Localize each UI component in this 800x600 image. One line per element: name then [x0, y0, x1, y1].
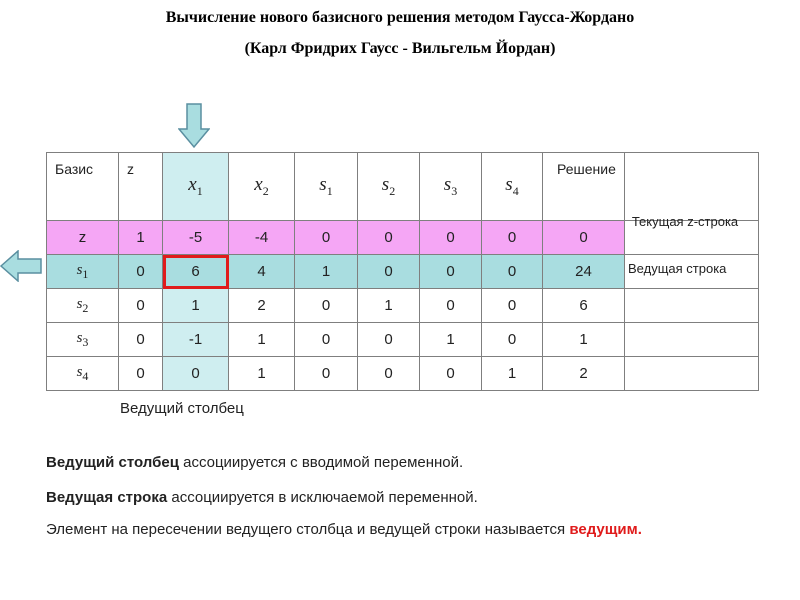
table-cell: 24 — [543, 255, 625, 289]
table-cell: 0 — [358, 323, 420, 357]
table-cell: 0 — [163, 357, 229, 391]
table-cell: 0 — [295, 323, 358, 357]
basis-cell: $s_1$ — [47, 255, 119, 289]
leading-row-note: Ведущая строка — [628, 261, 727, 276]
header-basis: Базис — [47, 153, 119, 221]
header-x2: $x_2$ — [229, 153, 295, 221]
table-cell: 0 — [543, 221, 625, 255]
text-line-2-bold: Ведущая строка — [46, 489, 168, 506]
table-cell: 0 — [295, 289, 358, 323]
table-header-row — [47, 153, 759, 221]
table-cell: 1 — [420, 323, 482, 357]
table-row — [47, 323, 759, 357]
table-cell: 4 — [229, 255, 295, 289]
table-cell: 1 — [295, 255, 358, 289]
table-cell: 0 — [358, 221, 420, 255]
table-cell: 6 — [543, 289, 625, 323]
extra-cell — [625, 357, 759, 391]
text-line-1-bold: Ведущий столбец — [46, 454, 179, 471]
table-cell: 2 — [543, 357, 625, 391]
table-cell: 1 — [482, 357, 543, 391]
table-cell: 1 — [229, 357, 295, 391]
table-cell: 2 — [229, 289, 295, 323]
page-subtitle: (Карл Фридрих Гаусс - Вильгельм Йордан) — [244, 40, 556, 57]
table-cell: 0 — [119, 255, 163, 289]
text-line-1: Ведущий столбец ассоциируется с вводимой переменной. — [46, 454, 464, 471]
table-cell: 0 — [482, 255, 543, 289]
header-z: z — [119, 153, 163, 221]
header-s3: $s_3$ — [420, 153, 482, 221]
table-cell: 0 — [119, 357, 163, 391]
table-cell: -1 — [163, 323, 229, 357]
table-cell: 0 — [119, 323, 163, 357]
table-cell: 0 — [420, 357, 482, 391]
table-cell: 1 — [119, 221, 163, 255]
header-x1: $x_1$ — [163, 153, 229, 221]
table-cell: 0 — [295, 221, 358, 255]
header-solution: Решение — [543, 153, 625, 221]
basis-cell: z — [47, 221, 119, 255]
header-s4: $s_4$ — [482, 153, 543, 221]
table-cell: 0 — [482, 221, 543, 255]
table-cell: -5 — [163, 221, 229, 255]
table-cell: 0 — [482, 289, 543, 323]
table-cell: 0 — [295, 357, 358, 391]
table-cell: 0 — [482, 323, 543, 357]
text-line-3-red: ведущим. — [569, 521, 642, 538]
header-extra — [625, 153, 759, 221]
table-row — [47, 289, 759, 323]
table-cell: 0 — [358, 357, 420, 391]
leading-column-label: Ведущий столбец — [120, 400, 244, 417]
header-s2: $s_2$ — [358, 153, 420, 221]
table-cell: 0 — [420, 289, 482, 323]
current-z-row-note: Текущая z-строка — [631, 214, 739, 229]
pivot-cell: 6 — [163, 255, 229, 289]
table-cell: 1 — [543, 323, 625, 357]
table-cell: 0 — [119, 289, 163, 323]
table-cell: 0 — [420, 255, 482, 289]
table-cell: 1 — [163, 289, 229, 323]
page-title: Вычисление нового базисного решения методом Гаусса-Жордано — [165, 9, 635, 26]
table-cell: 0 — [358, 255, 420, 289]
basis-cell: $s_3$ — [47, 323, 119, 357]
extra-cell — [625, 323, 759, 357]
arrow-left-icon — [0, 250, 42, 282]
header-s1: $s_1$ — [295, 153, 358, 221]
extra-cell — [625, 289, 759, 323]
arrow-down-icon — [178, 103, 210, 149]
table-cell: 0 — [420, 221, 482, 255]
table-cell: 1 — [229, 323, 295, 357]
table-cell: 1 — [358, 289, 420, 323]
table-cell: -4 — [229, 221, 295, 255]
basis-cell: $s_4$ — [47, 357, 119, 391]
text-line-2: Ведущая строка ассоциируется в исключаемой переменной. — [46, 489, 478, 506]
text-line-3: Элемент на пересечении ведущего столбца и ведущей строки называется ведущим. — [46, 521, 642, 538]
basis-cell: $s_2$ — [47, 289, 119, 323]
table-row — [47, 357, 759, 391]
